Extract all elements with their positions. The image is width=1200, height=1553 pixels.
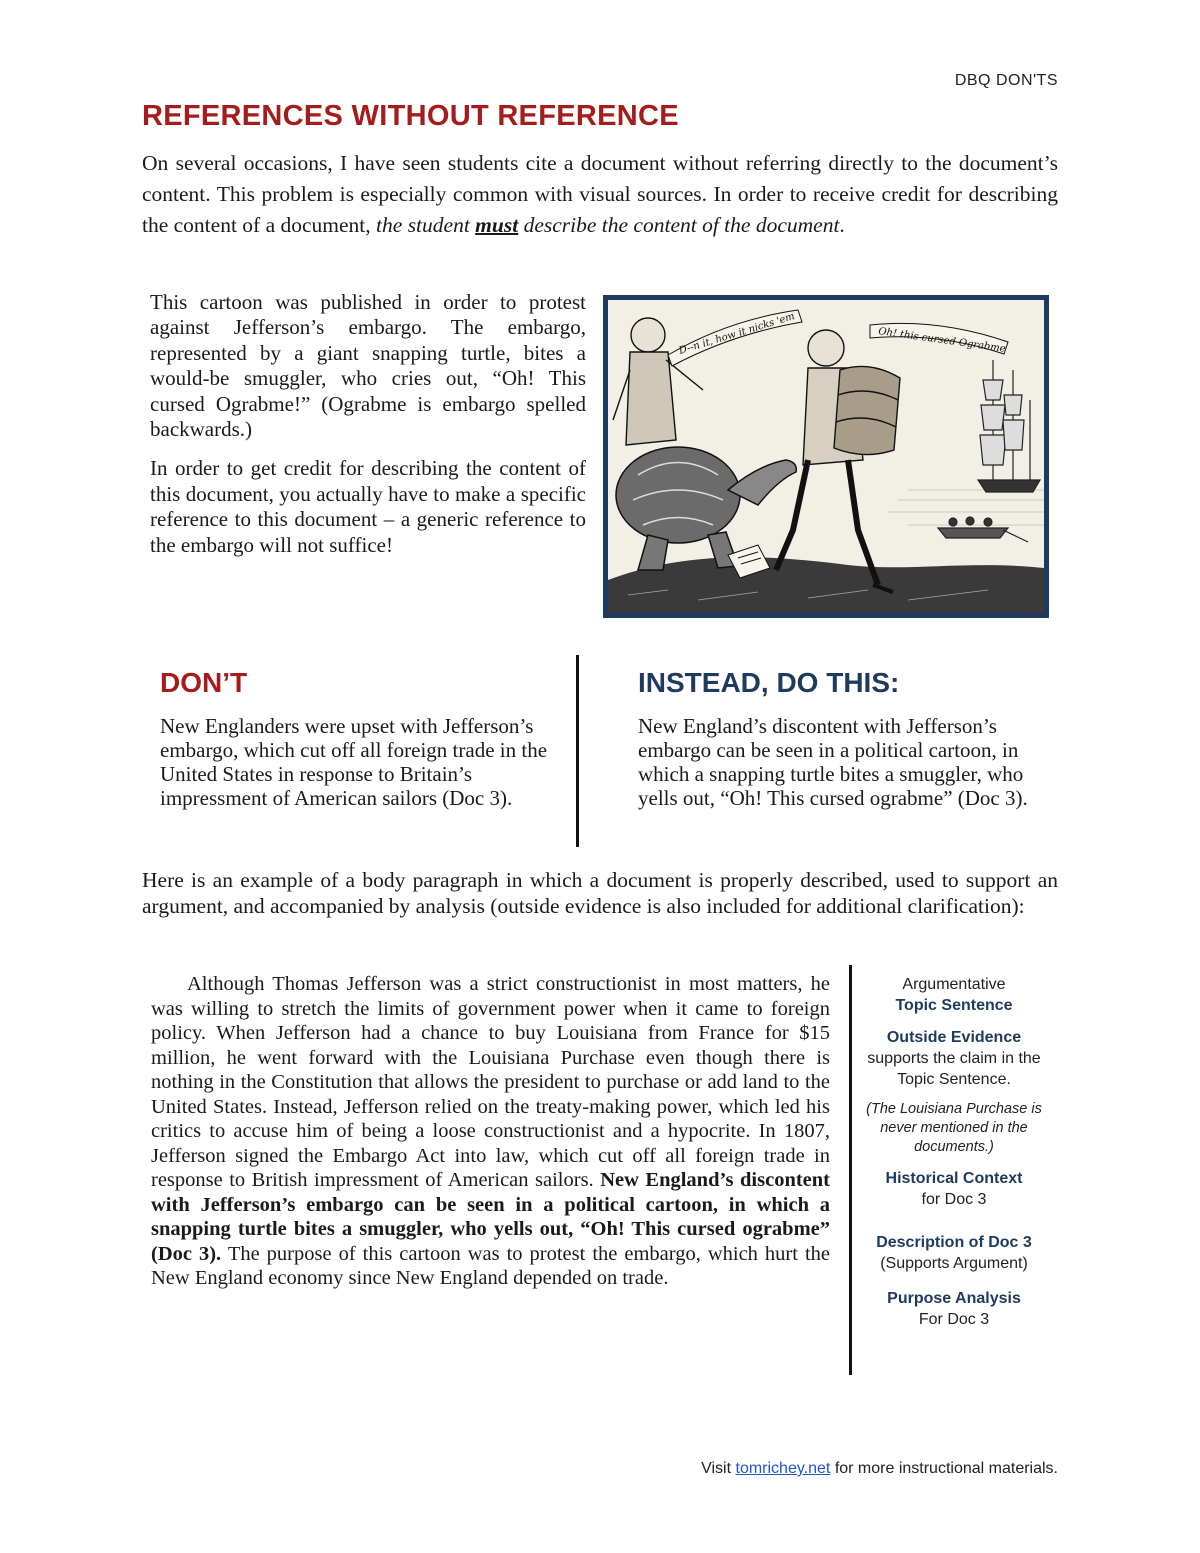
cartoon-illustration [608, 300, 1044, 613]
do-example: New England’s discontent with Jefferson’s embargo can be seen in a political cartoon, in which a snapping turtle bites a smuggler, who yells out, “Oh! This cursed ograbme” (Doc 3). [638, 714, 1028, 810]
note-label: supports the claim in the Topic Sentence. [867, 1050, 1041, 1088]
footer-post: for more instructional materials. [834, 1460, 1058, 1477]
footer-link[interactable]: tomrichey.net [735, 1460, 831, 1477]
banner-right-text: Oh! this cursed Ograbme [877, 326, 1007, 355]
example-body-paragraph [151, 972, 830, 1291]
note-title: Description of Doc 3 [876, 1234, 1032, 1251]
barrel-icon [834, 366, 900, 454]
note-label: for Doc 3 [921, 1191, 987, 1208]
intro-italic-b: describe the content of the document [523, 213, 840, 237]
dont-heading: DON’T [160, 667, 248, 698]
footer-pre: Visit [701, 1460, 732, 1477]
example-text-2: The purpose of this cartoon was to protest the embargo, which hurt the New England economy since New England depended on trade. [151, 1242, 830, 1289]
side-notes-divider [849, 965, 852, 1375]
note-label: Argumentative [902, 976, 1006, 993]
note-italic: (The Louisiana Purchase is never mentioned in the documents.) [866, 1101, 1042, 1155]
note-title: Outside Evidence [886, 1029, 1022, 1046]
note-purpose-analysis [859, 1288, 1049, 1330]
column-divider [576, 655, 579, 847]
note-label: For Doc 3 [918, 1311, 990, 1328]
dont-example: New Englanders were upset with Jefferson’s embargo, which cut off all foreign trade in the United States in response to Britain’s impressment of American sailors (Doc 3). [160, 714, 548, 810]
ograbme-cartoon-image [603, 295, 1049, 618]
intro-paragraph [142, 148, 1058, 241]
note-topic-sentence [859, 974, 1049, 1016]
example-intro: Here is an example of a body paragraph in which a document is properly described, used to support an argument, and accompanied by analysis (outside evidence is also included for additional clarification): [142, 868, 1058, 918]
banner-left-text: D--n it, how it nicks 'em [677, 311, 797, 357]
note-title: Historical Context [885, 1170, 1023, 1187]
cartoon-paragraph-2: In order to get credit for describing the content of this document, you actually have to make a specific reference to this document – a generic reference to the embargo will not suffice! [150, 456, 586, 557]
do-heading: INSTEAD, DO THIS: [638, 667, 900, 698]
note-title: Purpose Analysis [887, 1290, 1021, 1307]
note-description [859, 1232, 1049, 1274]
example-text-bold: New England’s discontent with Jefferson’s embargo can be seen in a political cartoon, in which a snapping turtle bites a smuggler, who yells out, “Oh! This cursed ograbme” (Doc 3). [151, 1169, 831, 1265]
side-notes [859, 974, 1049, 1341]
intro-end: . [839, 213, 845, 237]
cartoon-paragraph-1: This cartoon was published in order to protest against Jefferson’s embargo. The embargo, represented by a giant snapping turtle, bites a would-be smuggler, who cries out, “Oh! This cursed Ograbme!” (Ograbme is embargo spelled backwards.) [150, 290, 586, 442]
page-title: REFERENCES WITHOUT REFERENCE [142, 100, 679, 132]
note-outside-evidence [859, 1027, 1049, 1157]
note-historical-context [859, 1168, 1049, 1210]
note-title: Topic Sentence [895, 997, 1013, 1014]
note-label: (Supports Argument) [880, 1255, 1028, 1272]
intro-italic-a: the student [376, 213, 470, 237]
header-label: DBQ DON'TS [954, 72, 1058, 89]
intro-text: On several occasions, I have seen students cite a document without referring directly to the document’s content. This problem is especially common with visual sources. In order to receive credit for describing the content of a document, [142, 151, 1058, 237]
cartoon-description [150, 290, 586, 572]
footer [701, 1460, 1058, 1478]
intro-must: must [475, 213, 519, 237]
example-text-1: Although Thomas Jefferson was a strict constructionist in most matters, he was willing to stretch the limits of government power when it came to foreign policy. When Jefferson had a chance to buy Louisiana from France for $15 million, he went forward with the Louisiana Purchase even though there is nothing in the Constitution that allows the president to purchase or add land to the United States. Instead, Jefferson relied on the treaty-making power, which led his critics to accuse him of being a loose constructionist and a hypocrite. In 1807, Jefferson signed the Embargo Act into law, which cut off all foreign trade in response to British impressment of American sailors. [151, 973, 830, 1191]
